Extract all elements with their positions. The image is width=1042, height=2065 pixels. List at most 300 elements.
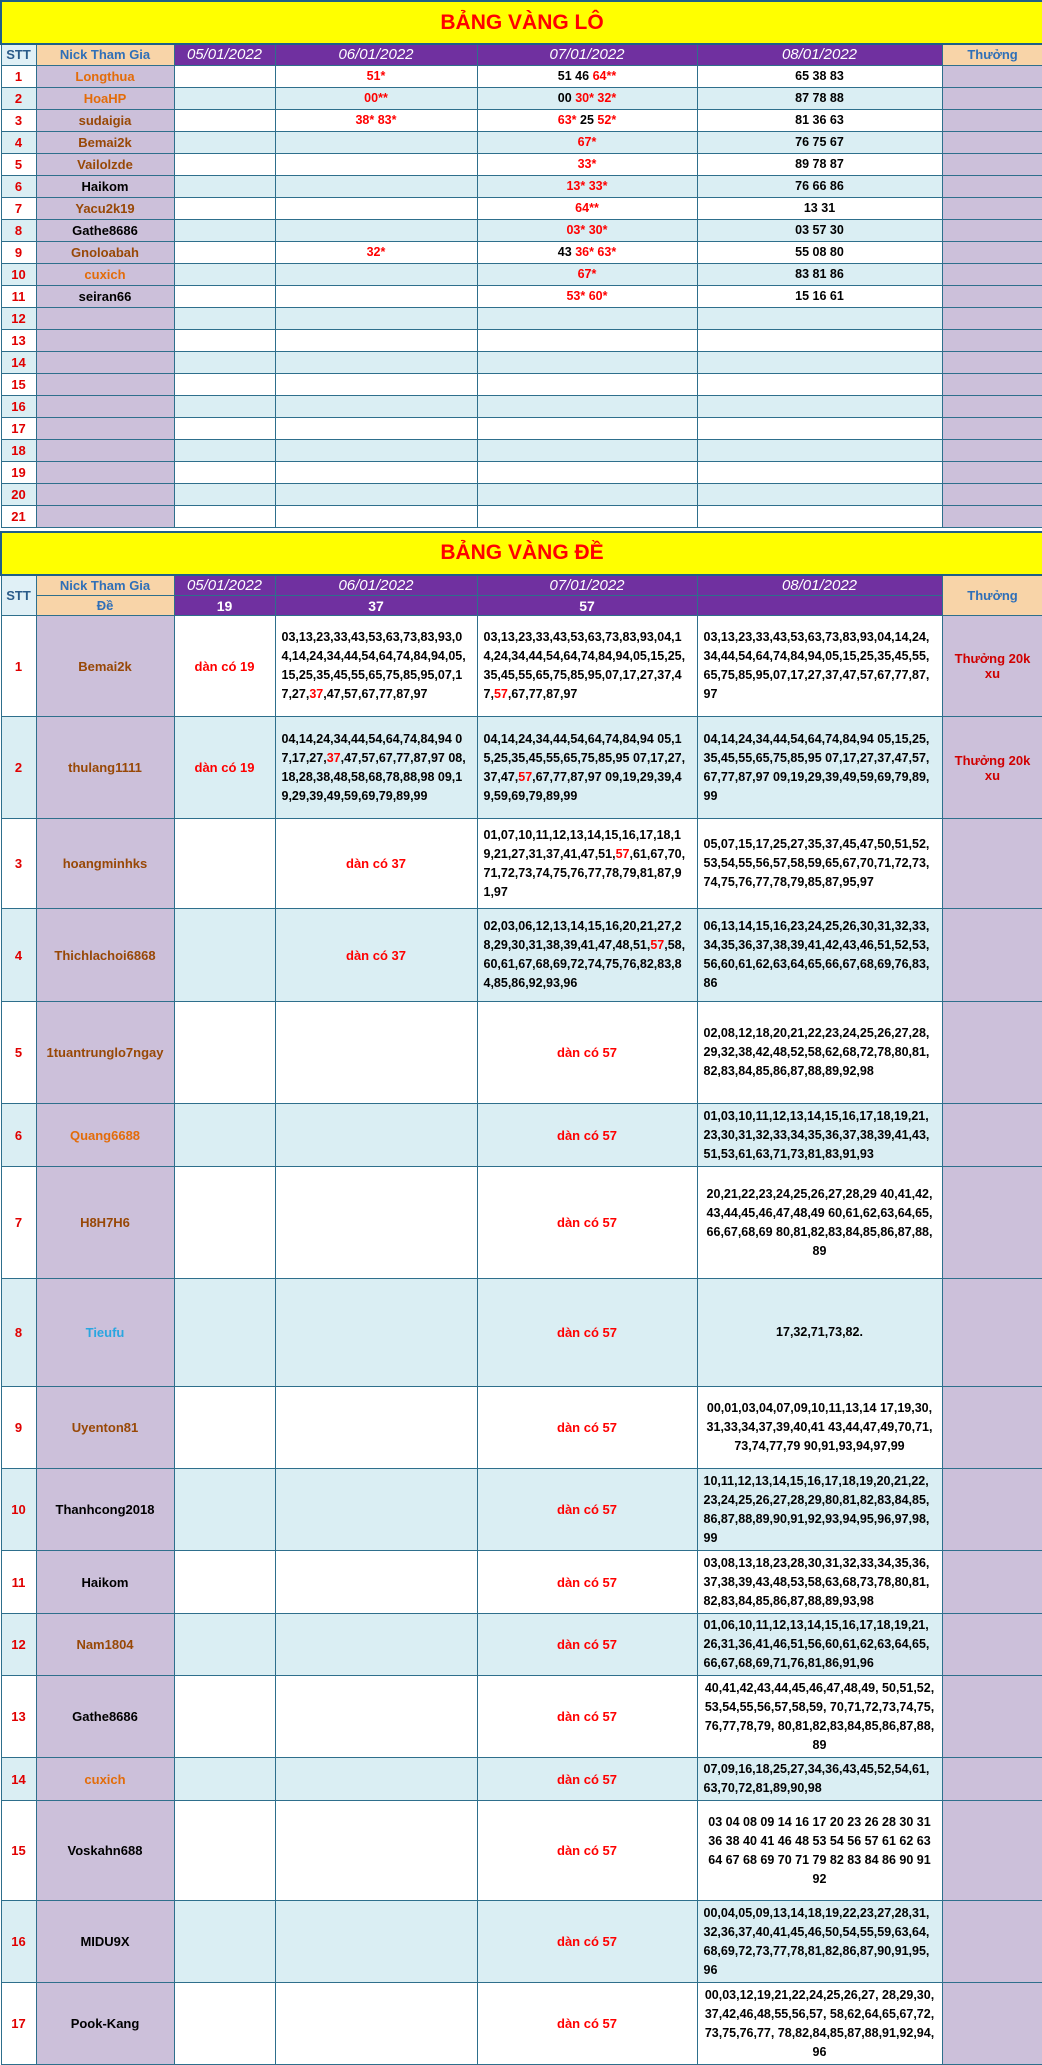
lo-number-group: 63*: [558, 113, 580, 127]
lo-row-d08: [697, 417, 942, 439]
lo-row-d08: [697, 87, 942, 109]
lo-row-d08: [697, 461, 942, 483]
lo-row-d07: [477, 461, 697, 483]
lo-row-d07: [477, 175, 697, 197]
de-row-nick: Gathe8686: [36, 1676, 174, 1758]
lo-number-group: 53* 60*: [566, 289, 607, 303]
lo-header-date-1: 05/01/2022: [174, 44, 275, 65]
lo-row-d07: [477, 505, 697, 527]
de-row-d08-numbers: [697, 1676, 942, 1758]
lo-row-d05: [174, 197, 275, 219]
de-number-group: 04,14,24,34,44,54,64,74,84,94 05,15,25,35,45,55,65,75,85,95 07,17,27,37,47,: [484, 732, 686, 784]
de-row-d08-numbers: [697, 1387, 942, 1469]
lo-row-nick: Longthua: [36, 65, 174, 87]
de-row-nick: Uyenton81: [36, 1387, 174, 1469]
de-row-d06-empty: [275, 1469, 477, 1551]
de-row-nick: Thanhcong2018: [36, 1469, 174, 1551]
de-number-group: 37: [309, 687, 323, 701]
de-row: [1, 1676, 1042, 1758]
de-row-d07-numbers: [477, 909, 697, 1002]
lo-row-stt: 7: [1, 197, 36, 219]
de-header-nick: Nick Tham Gia: [36, 575, 174, 596]
de-row-d08-numbers: [697, 616, 942, 717]
lo-row-d06: [275, 285, 477, 307]
de-result-2: 37: [275, 596, 477, 616]
de-row: [1, 1167, 1042, 1279]
lo-row-reward: [942, 263, 1042, 285]
lo-row-d05: [174, 109, 275, 131]
lo-row: [1, 505, 1042, 527]
lo-row-stt: 8: [1, 219, 36, 241]
de-row-stt: 1: [1, 616, 36, 717]
lo-row-d05: [174, 285, 275, 307]
de-row-d05-empty: [174, 1676, 275, 1758]
de-row: [1, 1469, 1042, 1551]
de-row-reward: [942, 1801, 1042, 1901]
lo-row-nick: seiran66: [36, 285, 174, 307]
lo-row-stt: 4: [1, 131, 36, 153]
lo-row-stt: 1: [1, 65, 36, 87]
lo-number-group: 67*: [578, 135, 597, 149]
lo-title: BẢNG VÀNG LÔ: [1, 1, 1042, 44]
de-row-d07-numbers: [477, 819, 697, 909]
lo-row-reward: [942, 87, 1042, 109]
lo-row-d08: [697, 505, 942, 527]
de-row-d08-numbers: [697, 1002, 942, 1104]
lo-row-d08: [697, 439, 942, 461]
lo-row: [1, 131, 1042, 153]
lo-row: [1, 395, 1042, 417]
de-row-reward: [942, 1676, 1042, 1758]
de-row-d08-numbers: [697, 1469, 942, 1551]
de-row-nick: thulang1111: [36, 717, 174, 819]
lo-row: [1, 153, 1042, 175]
lo-row: [1, 197, 1042, 219]
lo-row-nick: HoaHP: [36, 87, 174, 109]
de-number-group: 03,13,23,33,43,53,63,73,83,93,04,14,24,34,44,54,64,74,84,94,05,15,25,35,45,55,65,75,85,95,07,17,27,37,47,: [484, 630, 686, 701]
de-number-group: 57: [650, 938, 664, 952]
lo-row-stt: 11: [1, 285, 36, 307]
de-row-reward: [942, 1387, 1042, 1469]
de-row: [1, 1901, 1042, 1983]
lo-row-d05: [174, 395, 275, 417]
lo-number-group: 51*: [367, 69, 386, 83]
lo-row-d06: [275, 263, 477, 285]
de-row-stt: 15: [1, 1801, 36, 1901]
de-number-group: ,47,57,67,77,87,97: [323, 687, 427, 701]
de-row-d08-numbers: [697, 1167, 942, 1279]
lo-number-group: 67*: [578, 267, 597, 281]
lo-number-group: 89 78 87: [795, 157, 844, 171]
de-row-nick: cuxich: [36, 1758, 174, 1801]
lo-row-d05: [174, 351, 275, 373]
de-row-d05-empty: [174, 1167, 275, 1279]
de-number-group: 02,08,12,18,20,21,22,23,24,25,26,27,28,29,32,38,42,48,52,58,62,68,72,78,80,81,82,83,84,85,86,87,88,89,92,98: [704, 1026, 930, 1078]
lo-number-group: 13* 33*: [566, 179, 607, 193]
de-row-reward: [942, 1167, 1042, 1279]
de-row: [1, 909, 1042, 1002]
lo-row-reward: [942, 131, 1042, 153]
lo-row-d06: [275, 65, 477, 87]
de-row-nick: 1tuantrunglo7ngay: [36, 1002, 174, 1104]
de-row-d05-empty: [174, 1983, 275, 2065]
de-row-d07-dan: dàn có 57: [477, 1983, 697, 2065]
de-row-d07-dan: dàn có 57: [477, 1551, 697, 1614]
lo-row-reward: [942, 417, 1042, 439]
lo-row-stt: 12: [1, 307, 36, 329]
de-row-reward: [942, 1002, 1042, 1104]
lo-row-nick: [36, 373, 174, 395]
de-row-nick: Haikom: [36, 1551, 174, 1614]
de-row-reward: [942, 1901, 1042, 1983]
lo-row-stt: 6: [1, 175, 36, 197]
lo-number-group: 00: [558, 91, 575, 105]
de-row-nick: Quang6688: [36, 1104, 174, 1167]
de-row: [1, 819, 1042, 909]
de-number-group: 03 04 08 09 14 16 17 20 23 26 28 30 31 36 38 40 41 46 48 53 54 56 57 61 62 63 64 67 68 69 70 71 79 82 83 84 86 90 91 92: [708, 1815, 930, 1886]
lo-row-d08: [697, 351, 942, 373]
de-number-group: ,58,60,61,67,68,69,72,74,75,76,82,83,84,85,86,92,93,96: [484, 938, 686, 990]
lo-row-reward: [942, 197, 1042, 219]
de-row-d06-empty: [275, 1104, 477, 1167]
de-row-d07-dan: dàn có 57: [477, 1758, 697, 1801]
de-header-de-label: Đề: [36, 596, 174, 616]
lo-row-reward: [942, 241, 1042, 263]
de-row: [1, 1387, 1042, 1469]
de-number-group: 00,04,05,09,13,14,18,19,22,23,27,28,31,32,36,37,40,41,45,46,50,54,55,59,63,64,68,69,72,73,77,78,81,82,86,87,90,91,95,96: [704, 1906, 930, 1977]
lo-row-d05: [174, 219, 275, 241]
de-row-d08-numbers: [697, 1104, 942, 1167]
de-row-d08-numbers: [697, 1983, 942, 2065]
lo-row-d08: [697, 197, 942, 219]
de-row-d06-empty: [275, 1801, 477, 1901]
lo-number-group: 13 31: [804, 201, 835, 215]
lo-number-group: 43: [558, 245, 575, 259]
de-number-group: 20,21,22,23,24,25,26,27,28,29 40,41,42,43,44,45,46,47,48,49 60,61,62,63,64,65,66,67,68,69 80,81,82,83,84,85,86,87,88,89: [707, 1187, 933, 1258]
de-row-nick: Bemai2k: [36, 616, 174, 717]
lo-row-stt: 15: [1, 373, 36, 395]
de-row-reward: [942, 1104, 1042, 1167]
lo-row: [1, 373, 1042, 395]
de-row-d08-numbers: [697, 717, 942, 819]
lo-row-d05: [174, 153, 275, 175]
de-row-reward: [942, 1758, 1042, 1801]
de-number-group: 05,07,15,17,25,27,35,37,45,47,50,51,52,53,54,55,56,57,58,59,65,67,70,71,72,73,74,75,76,77,78,79,85,87,95,97: [704, 837, 930, 889]
de-row-d05-empty: [174, 1901, 275, 1983]
lo-row-d06: [275, 483, 477, 505]
de-row-d06-empty: [275, 1983, 477, 2065]
lo-row-reward: [942, 65, 1042, 87]
lo-row-d08: [697, 175, 942, 197]
de-number-group: ,61,67,70,71,72,73,74,75,76,77,78,79,81,87,91,97: [484, 847, 686, 899]
lo-row-reward: [942, 109, 1042, 131]
de-row-d05-empty: [174, 1551, 275, 1614]
lo-row-stt: 2: [1, 87, 36, 109]
lo-row: [1, 87, 1042, 109]
de-row-d05-empty: [174, 1758, 275, 1801]
lo-row-d07: [477, 285, 697, 307]
lo-row-stt: 19: [1, 461, 36, 483]
lo-row-d08: [697, 219, 942, 241]
de-row-d05-empty: [174, 1387, 275, 1469]
lo-row-d05: [174, 241, 275, 263]
de-row-d06-empty: [275, 1002, 477, 1104]
lo-number-group: 00**: [364, 91, 388, 105]
lo-row-d07: [477, 373, 697, 395]
lo-row-nick: Yacu2k19: [36, 197, 174, 219]
lo-row-stt: 3: [1, 109, 36, 131]
de-row-d05-empty: [174, 1801, 275, 1901]
lo-row-reward: [942, 329, 1042, 351]
lo-row-d08: [697, 483, 942, 505]
de-row-d06-empty: [275, 1387, 477, 1469]
de-row-d07-dan: dàn có 57: [477, 1002, 697, 1104]
lo-number-group: 76 75 67: [795, 135, 844, 149]
lo-row-stt: 16: [1, 395, 36, 417]
lo-row-reward: [942, 219, 1042, 241]
lo-row-d05: [174, 87, 275, 109]
de-row-d05-empty: [174, 1002, 275, 1104]
de-row-stt: 12: [1, 1614, 36, 1676]
de-row-d07-numbers: [477, 717, 697, 819]
de-table: [0, 531, 1042, 2065]
lo-row: [1, 417, 1042, 439]
lo-row-nick: Gnoloabah: [36, 241, 174, 263]
lo-number-group: 32*: [367, 245, 386, 259]
de-row: [1, 1614, 1042, 1676]
lo-row-d08: [697, 131, 942, 153]
de-row-stt: 6: [1, 1104, 36, 1167]
lo-header-date-3: 07/01/2022: [477, 44, 697, 65]
de-result-3: 57: [477, 596, 697, 616]
lo-row-nick: [36, 505, 174, 527]
lo-header-date-4: 08/01/2022: [697, 44, 942, 65]
de-number-group: 01,07,10,11,12,13,14,15,16,17,18,19,21,27,31,37,41,47,51,: [484, 828, 681, 861]
de-row: [1, 616, 1042, 717]
lo-row-nick: cuxich: [36, 263, 174, 285]
de-row-nick: Nam1804: [36, 1614, 174, 1676]
de-row-d08-numbers: [697, 819, 942, 909]
de-row-d05-empty: [174, 1469, 275, 1551]
lo-row-d07: [477, 307, 697, 329]
de-number-group: 03,13,23,33,43,53,63,73,83,93,04,14,24,34,44,54,64,74,84,94,05,15,25,35,45,55,65,75,85,95,07,17,27,37,47,57,67,77,87,97: [704, 630, 930, 701]
lo-row-d06: [275, 219, 477, 241]
lo-row-d05: [174, 329, 275, 351]
lo-row-nick: [36, 307, 174, 329]
de-number-group: ,67,77,87,97 09,19,29,39,49,59,69,79,89,99: [484, 770, 682, 803]
de-row-d06-empty: [275, 1614, 477, 1676]
lo-number-group: 55 08 80: [795, 245, 844, 259]
lo-row-nick: Gathe8686: [36, 219, 174, 241]
lo-row-d08: [697, 109, 942, 131]
lo-row-d06: [275, 351, 477, 373]
de-number-group: 03,13,23,33,43,53,63,73,83,93,04,14,24,34,44,54,64,74,84,94,05,15,25,35,45,55,65,75,85,95,07,17,27,: [282, 630, 466, 701]
de-row-d06-numbers: [275, 717, 477, 819]
lo-row-d07: [477, 219, 697, 241]
de-header-date-3: 07/01/2022: [477, 575, 697, 596]
lo-row-d05: [174, 483, 275, 505]
de-row-d06-numbers: [275, 616, 477, 717]
lo-row-d07: [477, 439, 697, 461]
lo-row-d08: [697, 241, 942, 263]
de-row-nick: Voskahn688: [36, 1801, 174, 1901]
lo-row-reward: [942, 285, 1042, 307]
lo-row-reward: [942, 483, 1042, 505]
lo-row: [1, 483, 1042, 505]
de-row-stt: 7: [1, 1167, 36, 1279]
lo-number-group: 87 78 88: [795, 91, 844, 105]
de-row-stt: 13: [1, 1676, 36, 1758]
lo-number-group: 38* 83*: [355, 113, 396, 127]
de-number-group: 37: [327, 751, 341, 765]
lo-row-d07: [477, 87, 697, 109]
lo-row-d06: [275, 131, 477, 153]
lo-row-d06: [275, 395, 477, 417]
de-header-stt: STT: [1, 575, 36, 616]
lo-row-d06: [275, 307, 477, 329]
de-header-date-4: 08/01/2022: [697, 575, 942, 596]
de-number-group: 01,06,10,11,12,13,14,15,16,17,18,19,21,26,31,36,41,46,51,56,60,61,62,63,64,65,66,67,68,69,71,76,81,86,91,96: [704, 1618, 930, 1670]
lo-number-group: 64**: [593, 69, 617, 83]
lo-row-d06: [275, 109, 477, 131]
lo-row-d05: [174, 175, 275, 197]
lo-number-group: 25: [580, 113, 597, 127]
lo-row-d06: [275, 87, 477, 109]
de-number-group: 02,03,06,12,13,14,15,16,20,21,27,28,29,30,31,38,39,41,47,48,51,: [484, 919, 682, 952]
de-row-d06-empty: [275, 1551, 477, 1614]
lo-row-d07: [477, 417, 697, 439]
lo-number-group: 81 36 63: [795, 113, 844, 127]
de-row-stt: 2: [1, 717, 36, 819]
de-row-d08-numbers: [697, 1801, 942, 1901]
de-row-reward: Thưởng 20k xu: [942, 616, 1042, 717]
de-row-stt: 5: [1, 1002, 36, 1104]
lo-row-reward: [942, 439, 1042, 461]
lo-row-stt: 17: [1, 417, 36, 439]
de-row: [1, 1002, 1042, 1104]
lo-row-d05: [174, 373, 275, 395]
de-row: [1, 1801, 1042, 1901]
lo-row-d07: [477, 263, 697, 285]
de-title: BẢNG VÀNG ĐỀ: [1, 532, 1042, 575]
lo-row-stt: 9: [1, 241, 36, 263]
de-row-stt: 10: [1, 1469, 36, 1551]
lo-number-group: 76 66 86: [795, 179, 844, 193]
de-row: [1, 1551, 1042, 1614]
de-row-d06-empty: [275, 1758, 477, 1801]
lo-row-d07: [477, 395, 697, 417]
de-row-d07-dan: dàn có 57: [477, 1614, 697, 1676]
lo-table: [0, 0, 1042, 528]
de-header-date-1: 05/01/2022: [174, 575, 275, 596]
lo-row-d06: [275, 329, 477, 351]
de-row-d07-dan: dàn có 57: [477, 1104, 697, 1167]
lo-header-stt: STT: [1, 44, 36, 65]
de-row-stt: 11: [1, 1551, 36, 1614]
de-row-reward: [942, 1279, 1042, 1387]
lo-number-group: 30* 32*: [575, 91, 616, 105]
lo-header-nick: Nick Tham Gia: [36, 44, 174, 65]
lo-row-d06: [275, 241, 477, 263]
lo-header-date-2: 06/01/2022: [275, 44, 477, 65]
de-number-group: 10,11,12,13,14,15,16,17,18,19,20,21,22,23,24,25,26,27,28,29,80,81,82,83,84,85,86,87,88,89,90,91,92,93,94,95,96,97,98,99: [704, 1474, 930, 1545]
lo-row-d08: [697, 285, 942, 307]
de-number-group: ,67,77,87,97: [508, 687, 578, 701]
de-row-nick: Tieufu: [36, 1279, 174, 1387]
lo-row-d07: [477, 241, 697, 263]
lo-row-reward: [942, 395, 1042, 417]
lo-row-d06: [275, 461, 477, 483]
lo-row-d08: [697, 65, 942, 87]
de-row-d08-numbers: [697, 909, 942, 1002]
lo-row: [1, 351, 1042, 373]
de-number-group: 03,08,13,18,23,28,30,31,32,33,34,35,36,37,38,39,43,48,53,58,63,68,73,78,80,81,82,83,84,85,86,87,88,89,93,98: [704, 1556, 930, 1608]
lo-row-reward: [942, 373, 1042, 395]
de-row-d07-dan: dàn có 57: [477, 1901, 697, 1983]
lo-row-reward: [942, 505, 1042, 527]
de-number-group: 57: [494, 687, 508, 701]
de-row-stt: 9: [1, 1387, 36, 1469]
lo-header-reward: Thưởng: [942, 44, 1042, 65]
lo-row: [1, 241, 1042, 263]
de-row: [1, 1758, 1042, 1801]
lo-row-reward: [942, 307, 1042, 329]
de-result-1: 19: [174, 596, 275, 616]
de-row-d07-dan: dàn có 57: [477, 1279, 697, 1387]
de-row-stt: 4: [1, 909, 36, 1002]
lo-row: [1, 461, 1042, 483]
de-number-group: 57: [616, 847, 630, 861]
lo-row-d08: [697, 329, 942, 351]
lo-row-d07: [477, 351, 697, 373]
lo-row-nick: [36, 461, 174, 483]
lo-row-d05: [174, 439, 275, 461]
de-row-reward: [942, 1614, 1042, 1676]
lo-row-stt: 10: [1, 263, 36, 285]
de-row: [1, 1104, 1042, 1167]
lo-row-nick: Haikom: [36, 175, 174, 197]
de-row-stt: 16: [1, 1901, 36, 1983]
de-row-d06-dan: dàn có 37: [275, 909, 477, 1002]
de-row: [1, 1279, 1042, 1387]
lo-row: [1, 439, 1042, 461]
de-number-group: 06,13,14,15,16,23,24,25,26,30,31,32,33,34,35,36,37,38,39,41,42,43,46,51,52,53,56,60,61,62,63,64,65,66,67,68,69,76,83,86: [704, 919, 930, 990]
de-row-nick: MIDU9X: [36, 1901, 174, 1983]
lo-row-d06: [275, 197, 477, 219]
lo-number-group: 52*: [597, 113, 616, 127]
de-number-group: 04,14,24,34,44,54,64,74,84,94 05,15,25,35,45,55,65,75,85,95 07,17,27,37,47,57,67,77,87,97 09,19,29,39,49,59,69,79,89,99: [704, 732, 930, 803]
lo-row-stt: 13: [1, 329, 36, 351]
lo-row: [1, 285, 1042, 307]
lo-row-d05: [174, 461, 275, 483]
lo-row-stt: 5: [1, 153, 36, 175]
de-row-d08-numbers: [697, 1758, 942, 1801]
lo-row-d08: [697, 307, 942, 329]
lo-row-nick: [36, 395, 174, 417]
lo-row: [1, 307, 1042, 329]
lo-row: [1, 329, 1042, 351]
lo-row-d05: [174, 263, 275, 285]
de-row-d05-empty: [174, 1614, 275, 1676]
de-number-group: ,47,57,67,77,87,97 08,18,28,38,48,58,68,78,88,98 09,19,29,39,49,59,69,79,89,99: [282, 751, 466, 803]
de-row-reward: [942, 909, 1042, 1002]
lo-row-nick: [36, 439, 174, 461]
lo-row-d08: [697, 395, 942, 417]
lo-row-stt: 20: [1, 483, 36, 505]
lo-row-d08: [697, 373, 942, 395]
de-row-stt: 14: [1, 1758, 36, 1801]
lo-row-d05: [174, 505, 275, 527]
